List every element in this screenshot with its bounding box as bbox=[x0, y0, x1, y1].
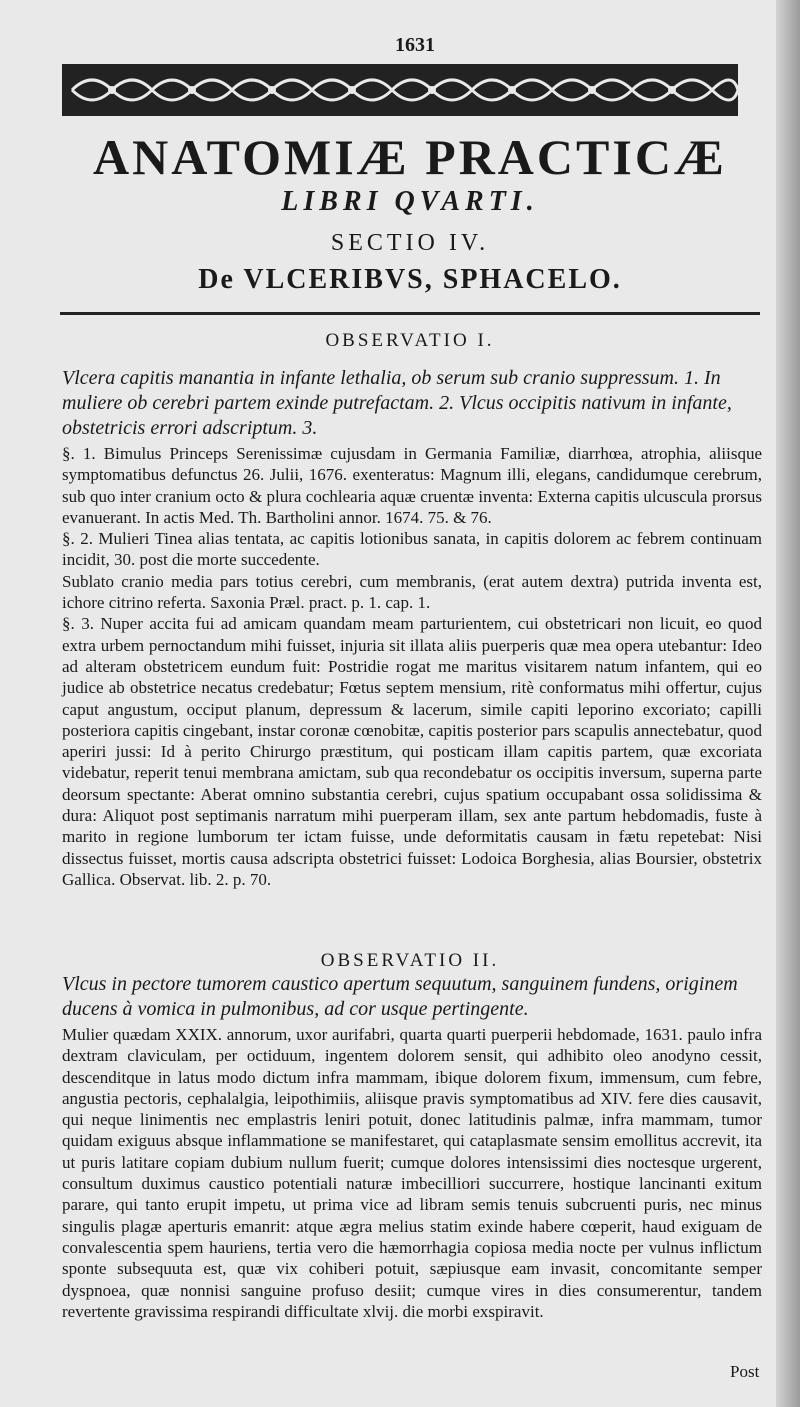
observatio-1-label: OBSERVATIO I. bbox=[325, 330, 495, 351]
section-heading: De VLCERIBVS, SPHACELO. bbox=[198, 264, 622, 295]
observatio-2-text bbox=[62, 1024, 762, 1322]
page-edge-shadow bbox=[776, 0, 800, 1407]
observatio-2-summary: Vlcus in pectore tumorem caustico apertum sequutum, sanguinem fundens, originem ducens à vomica in pulmonibus, ad cor usque pertingente. bbox=[62, 973, 738, 1020]
paragraph: §. 2. Mulieri Tinea alias tentata, ac capitis lotionibus sanata, in capitis dolorem ac febrem continuam incidit, 30. post die morte succedente. bbox=[62, 529, 762, 570]
book-subtitle: LIBRI QVARTI. bbox=[281, 186, 539, 217]
book-title: ANATOMIÆ PRACTICÆ bbox=[93, 129, 727, 185]
paragraph: §. 3. Nuper accita fui ad amicam quandam meam parturientem, cui obstetricari non licuit, eo quod extra urbem pernoctandum mihi fuisset, injuria sit illata aliis puerperis quæ mea opera utebantur: Ideo ad alteram obstetricem eundum fuit: Postridie rogat me maritus visitarem natum infantem, qui eo judice ab obstetrice necatus credebatur; Fœtus septem mensium, ritè conformatus mihi offertur, cujus caput angustum, occiput planum, depressum & lacerum, simile capiti leporino excoriato; capilli posteriora capitis cingebant, instar coronæ cœnobitæ, capitis posterior pars scapulis annectebatur, quod aperiri jussi: Id à perito Chirurgo præstitum, qui posticam illam capitis partem, quæ excoriata videbatur, reperit tenui membrana amictam, sub qua recondebatur os occipitis inversum, superna parte deorsum spectante: Aberat omnino substantia cerebri, cujus spatium occupabant ossa solidissima & dura: Aliquot post septimanis narratum mihi puerperam illam, sex ante partum hebdomadis, fuste à marito in regione lumborum ter ictam fuisse, unde deformitatis causam in fætu repetebat: Nisi dissectus fuisset, mortis causa adscripta obstetrici fuisset: Lodoica Borghesia, alias Boursier, obstetrix Gallica. Observat. lib. 2. p. 70. bbox=[62, 614, 762, 889]
catchword: Post bbox=[730, 1362, 760, 1381]
decorative-ornament-band bbox=[62, 64, 738, 116]
divider-rule bbox=[60, 312, 760, 315]
observatio-1-text bbox=[62, 443, 762, 890]
page-number: 1631 bbox=[395, 34, 435, 56]
observatio-2-label: OBSERVATIO II. bbox=[320, 950, 500, 971]
paragraph: Sublato cranio media pars totius cerebri, cum membranis, (erat autem dextra) putrida inventa est, ichore citrino referta. Saxonia Præl. pract. p. 1. cap. 1. bbox=[62, 571, 762, 613]
paragraph: §. 1. Bimulus Princeps Serenissimæ cujusdam in Germania Familiæ, diarrhœa, atrophia, aliisque symptomatibus defunctus 26. Julii, 1676. exenteratus: Magnum illi, elegans, candidumque cerebrum, sub quo inter cranium octo & plura cochlearia aquæ cruentæ inventa: Externa capitis ulcuscula prorsus evanuerant. In actis Med. Th. Bartholini annor. 1674. 75. & 76. bbox=[62, 444, 762, 527]
section-label: SECTIO IV. bbox=[330, 230, 490, 256]
observatio-1-summary: Vlcera capitis manantia in infante lethalia, ob serum sub cranio suppressum. 1. In muliere ob cerebri partem exinde putrefactam. 2. Vlcus occipitis nativum in infante, obstetricis errori adscriptum. 3. bbox=[62, 367, 732, 439]
paragraph: Mulier quædam XXIX. annorum, uxor aurifabri, quarta quarti puerperii hebdomade, 1631. paulo infra dextram claviculam, per octiduum, ingentem dolorem sensit, qui adhibito oleo anodyno cessit, descenditque in latus modo dictum infra mammam, ibique dolorem fixum, immensum, cum febre, angustia pectoris, cephalalgia, leipothimiis, aliisque pravis symptomatibus ad XIV. fere dies causavit, qui neque linimentis nec emplastris leniri potuit, donec latitudinis palmæ, infra mammam, tumor quidam exiguus absque inflammatione se manifestaret, qui cataplasmate sensim emollitus accrevit, ita ut puris latitare copiam dubium nullum fuerit; cumque dolores intensissimi dies noctesque urgerent, consultum duximus caustico potentiali naturæ imbecilliori succurrere, hostique lancinanti exitum parare, qui tanto erupit impetu, ut prima vice ad libram semis tenuis subcruenti puris, nec minus singulis plagæ aperturis emanrit: atque ægra melius statim exinde habere cœperit, haud exiguam de convalescentia spem hauriens, tertia vero die hæmorrhagia copiosa media nocte per vulnus inflictum sponte subsequuta est, quæ vix cohiberi potuit, sæpiusque eam invasit, concomitante semper dyspnoea, quæ nonnisi sanguine profuso desiit; cumque vires in dies consumerentur, tandem revertente gravissima respirandi difficultate xlvij. die morbi exspiravit. bbox=[62, 1025, 762, 1321]
